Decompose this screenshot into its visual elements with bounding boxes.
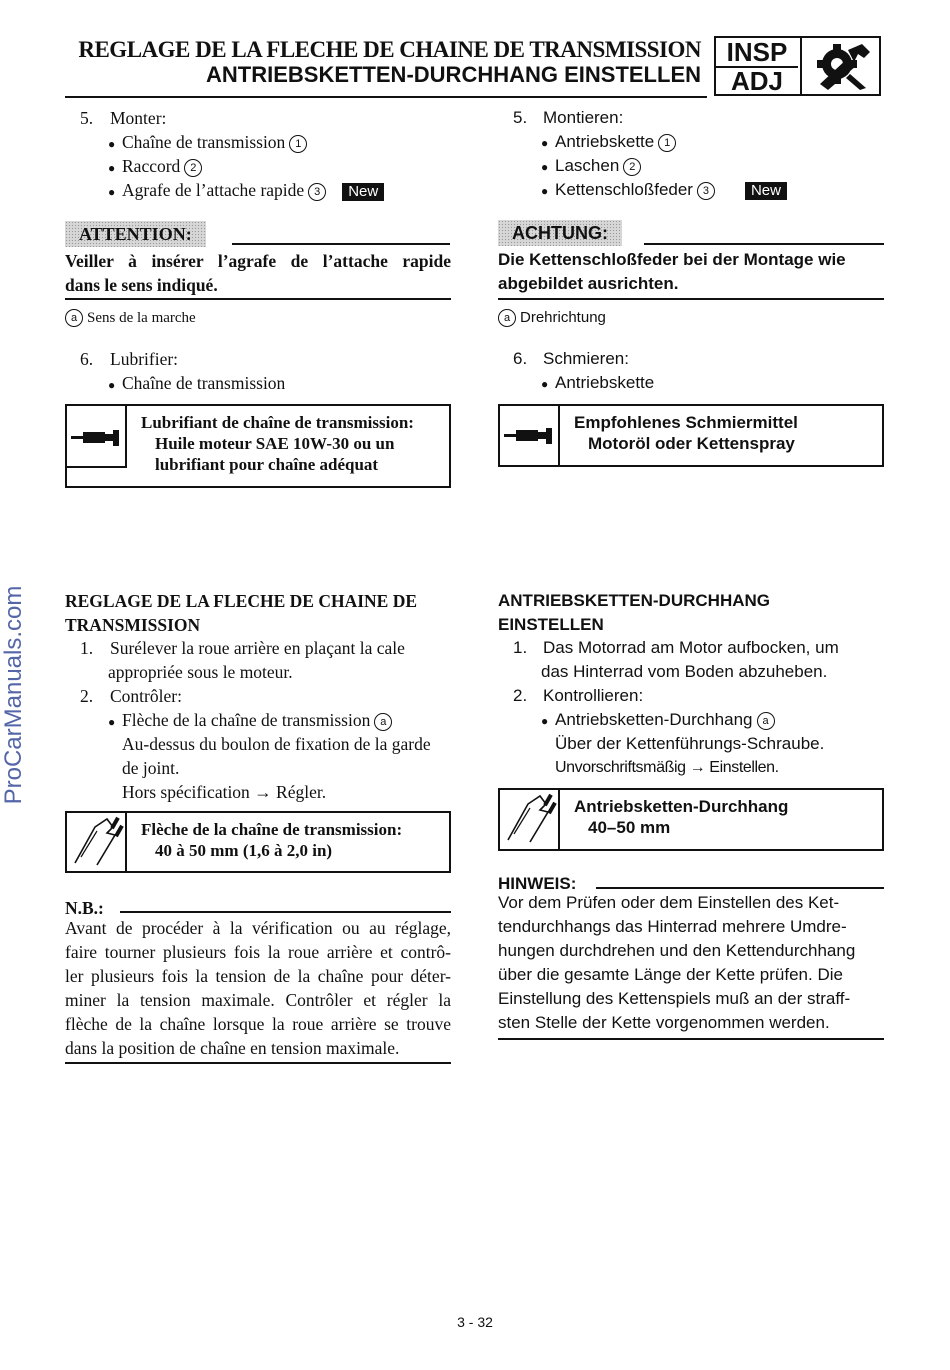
badge-text-block: [716, 38, 802, 94]
ref-3-icon: 3: [308, 183, 326, 201]
ref-2-icon: 2: [623, 158, 641, 176]
fr-nb-line-4: miner la tension maximale. Contrôler et régler la: [65, 990, 451, 1010]
attention-end-rule: [498, 298, 884, 300]
ref-2-icon: 2: [184, 159, 202, 177]
fr-nb-line-2: faire tourner plusieurs fois la roue arrière et contrô-: [65, 942, 451, 962]
de-hinweis-line-6: sten Stelle der Kette vorgenommen werden.: [498, 1013, 830, 1032]
de-step5-text: Montieren:: [543, 108, 624, 127]
de-step6-text: Schmieren:: [543, 349, 629, 368]
bullet-icon: ●: [541, 135, 549, 150]
nb-rule: [120, 911, 451, 913]
bullet-icon: ●: [541, 376, 549, 391]
ref-3-icon: 3: [697, 182, 715, 200]
de-spec-text: [574, 796, 788, 838]
page-number: 3 - 32: [457, 1314, 493, 1330]
fr-nb-body: [65, 916, 451, 1060]
watermark: ProCarManuals.com: [0, 585, 27, 805]
hinweis-end-rule: [498, 1038, 884, 1040]
de-step5-item-2: Laschen: [555, 156, 620, 175]
list-item: [541, 154, 641, 179]
fr-nb-line-3: ler plusieurs fois la tension de la chaîne pour déter-: [65, 966, 451, 986]
hinweis-rule: [596, 887, 884, 889]
fr-nb-line-6: dans la position de chaîne en tension maximale.: [65, 1038, 400, 1058]
fr-lub-line2: Huile moteur SAE 10W-30 ou un: [155, 434, 395, 453]
de-attention-line2: abgebildet ausrichten.: [498, 274, 679, 293]
section-badge: [714, 36, 881, 96]
fr-step6: [80, 347, 178, 371]
page-title-de: ANTRIEBSKETTEN-DURCHHANG EINSTELLEN: [206, 62, 701, 87]
fr-lub-text: [141, 412, 414, 475]
de-step5-item-3: Kettenschloßfeder: [555, 180, 693, 199]
fr-step5-text: Monter:: [110, 108, 167, 128]
bullet-icon: ●: [541, 159, 549, 174]
ref-a-icon: a: [757, 712, 775, 730]
de-lubricant-box: [498, 404, 884, 467]
de-attention-label: ACHTUNG:: [498, 220, 622, 246]
de-step5: [513, 106, 623, 130]
de-s1-line2: das Hinterrad vom Boden abzuheben.: [541, 662, 828, 681]
de-attention-line1: Die Kettenschloßfeder bei der Montage wie: [498, 250, 846, 269]
bullet-icon: ●: [541, 183, 549, 198]
badge-insp: INSP: [716, 38, 798, 68]
de-step5-num: 5.: [513, 108, 528, 127]
list-item: [108, 178, 384, 204]
ref-1-icon: 1: [658, 134, 676, 152]
fr-spec-text: [141, 819, 402, 861]
new-badge: New: [342, 183, 384, 201]
fr-spec-line2: 40 à 50 mm (1,6 à 2,0 in): [155, 841, 333, 860]
de-spec-line1: Antriebsketten-Durchhang: [574, 797, 789, 816]
ref-a-icon: a: [65, 309, 83, 327]
bullet-icon: ●: [108, 377, 116, 392]
bullet-icon: ●: [108, 160, 116, 175]
list-item: [541, 708, 775, 733]
bullet-icon: ●: [108, 184, 116, 199]
fr-section-title-2: TRANSMISSION: [65, 615, 201, 635]
fr-s1: [80, 636, 405, 660]
attention-rule: [644, 243, 884, 245]
fr-section-title: [65, 589, 417, 637]
list-item: [108, 708, 392, 734]
fr-s2: [80, 684, 182, 708]
header-divider: [65, 96, 707, 98]
fr-nb-line-5: flèche de la chaîne lorsque la roue arrière se trouve: [65, 1014, 451, 1034]
fr-step5-item-3: Agrafe de l’attache rapide: [122, 180, 305, 200]
fr-step5-num: 5.: [80, 108, 94, 128]
de-legend-text: Drehrichtung: [520, 309, 606, 326]
de-section-title: [498, 589, 770, 637]
list-item: [108, 130, 307, 156]
oil-can-icon: [500, 406, 560, 465]
list-item: [108, 371, 285, 397]
fr-s1-line2: appropriée sous le moteur.: [108, 662, 293, 682]
de-s1: [513, 636, 839, 660]
de-hinweis-line-3: hungen durchdrehen und den Kettendurchhang: [498, 941, 856, 960]
de-section-title-2: EINSTELLEN: [498, 615, 604, 634]
fr-step5-item-1: Chaîne de transmission: [122, 132, 286, 152]
de-hinweis-line-4: über die gesamte Länge der Kette prüfen. Die: [498, 965, 843, 984]
de-s2-line3: Unvorschriftsmäßig → Einstellen.: [555, 759, 779, 776]
de-s2-item: Antriebsketten-Durchhang: [555, 710, 753, 729]
de-hinweis-line-2: tendurchhangs das Hinterrad mehrere Umdre-: [498, 917, 847, 936]
fr-step6-item: Chaîne de transmission: [122, 373, 286, 393]
fr-nb-line-1: Avant de procéder à la vérification ou au réglage,: [65, 918, 451, 938]
fr-step5-item-2: Raccord: [122, 156, 181, 176]
fr-spec-line1: Flèche de la chaîne de transmission:: [141, 820, 403, 839]
caliper-icon: [67, 813, 127, 871]
caliper-icon: [500, 790, 560, 849]
nb-end-rule: [65, 1062, 451, 1064]
fr-section-title-1: REGLAGE DE LA FLECHE DE CHAINE DE: [65, 591, 418, 611]
de-step6-num: 6.: [513, 349, 528, 368]
ref-a-icon: a: [498, 309, 516, 327]
de-lub-text: [574, 412, 798, 454]
fr-s2-line2: Au-dessus du boulon de fixation de la garde: [122, 734, 431, 754]
fr-step6-num: 6.: [80, 349, 94, 369]
attention-rule: [232, 243, 450, 245]
fr-nb-label: N.B.:: [65, 898, 104, 918]
fr-legend: [65, 307, 196, 329]
fr-lub-line3: lubrifiant pour chaîne adéquat: [155, 455, 379, 474]
oil-can-icon: [67, 406, 127, 468]
fr-s1-num: 1.: [80, 638, 94, 658]
bullet-icon: ●: [108, 714, 116, 729]
page-title-fr: REGLAGE DE LA FLECHE DE CHAINE DE TRANSMISSION: [78, 37, 701, 62]
de-spec-box: [498, 788, 884, 851]
de-hinweis-line-5: Einstellung des Kettenspiels muß an der straff-: [498, 989, 851, 1008]
list-item: [541, 130, 676, 155]
de-hinweis-line-1: Vor dem Prüfen oder dem Einstellen des Ket-: [498, 893, 840, 912]
fr-attention-line1: Veiller à insérer l’agrafe de l’attache rapide: [65, 251, 451, 271]
list-item: [541, 178, 787, 203]
fr-s2-line4: Hors spécification → Régler.: [122, 782, 327, 802]
list-item: [108, 154, 202, 180]
list-item: [541, 371, 654, 396]
de-lub-line2: Motoröl oder Kettenspray: [588, 434, 795, 453]
bullet-icon: ●: [541, 713, 549, 728]
de-s1-line1: Das Motorrad am Motor aufbocken, um: [543, 638, 839, 657]
wrench-gear-icon: [804, 40, 876, 92]
de-s2: [513, 684, 643, 708]
fr-s2-num: 2.: [80, 686, 94, 706]
badge-adj: ADJ: [730, 66, 783, 96]
fr-s2-item: Flèche de la chaîne de transmission: [122, 710, 371, 730]
de-hinweis-body: [498, 891, 884, 1035]
attention-end-rule: [65, 298, 451, 300]
fr-lubricant-box: [65, 404, 451, 488]
fr-attention-line2: dans le sens indiqué.: [65, 275, 218, 295]
de-s2-text: Kontrollieren:: [543, 686, 644, 705]
fr-s1-line1: Surélever la roue arrière en plaçant la cale: [110, 638, 405, 658]
de-lub-line1: Empfohlenes Schmiermittel: [574, 413, 798, 432]
fr-step5: [80, 106, 166, 130]
de-spec-line2: 40–50 mm: [588, 818, 671, 837]
fr-step6-text: Lubrifier:: [110, 349, 179, 369]
fr-s2-text: Contrôler:: [110, 686, 182, 706]
de-s1-num: 1.: [513, 638, 528, 657]
ref-1-icon: 1: [289, 135, 307, 153]
ref-a-icon: a: [374, 713, 392, 731]
de-step6: [513, 347, 629, 371]
bullet-icon: ●: [108, 136, 116, 151]
fr-s2-line3: de joint.: [122, 758, 180, 778]
new-badge: New: [745, 182, 787, 200]
de-step6-item: Antriebskette: [555, 373, 655, 392]
de-step5-item-1: Antriebskette: [555, 132, 655, 151]
de-hinweis-label: HINWEIS:: [498, 874, 577, 893]
fr-attention-label: ATTENTION:: [65, 221, 206, 247]
fr-spec-box: [65, 811, 451, 873]
de-s2-line2: Über der Kettenführungs-Schraube.: [555, 734, 825, 753]
fr-lub-line1: Lubrifiant de chaîne de transmission:: [141, 413, 414, 432]
de-legend: [498, 307, 606, 329]
de-section-title-1: ANTRIEBSKETTEN-DURCHHANG: [498, 591, 770, 610]
de-s2-num: 2.: [513, 686, 528, 705]
fr-legend-text: Sens de la marche: [87, 310, 196, 326]
